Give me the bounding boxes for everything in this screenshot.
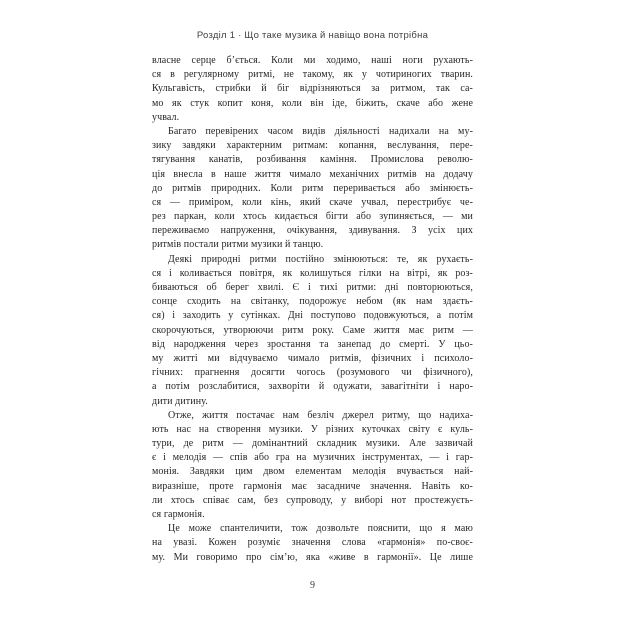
text-line: монія. Завдяки цим двом елементам мелодія вчувається най- <box>152 466 473 478</box>
text-line: ція внесла в наше життя чимало механічних ритмів на додачу <box>152 168 473 180</box>
text-line: сонце сходить на світанку, подорожує небом (як нам здаєть- <box>152 296 473 308</box>
text-line: гічних: прагнення досягти чогось (розумового чи фізичного), <box>152 367 473 379</box>
text-line: дити дитину. <box>152 395 208 407</box>
text-line: від народження через зростання та занепад до смерті. У цьо- <box>152 338 473 350</box>
text-line: виразніше, проте гармонія має засадниче значення. Навіть ко- <box>152 480 473 492</box>
paragraph <box>152 522 473 565</box>
text-line: скорочуються, утворюючи ритм року. Саме життя має ритм — <box>152 324 473 336</box>
text-line: Деякі природні ритми постійно змінюються: те, як рухаєть- <box>168 253 473 265</box>
text-line: ся — приміром, коли кінь, який скаче учвал, перестрибує че- <box>152 196 473 208</box>
text-line: мо як стук копит коня, коли він іде, біжить, скаче або жене <box>152 97 473 109</box>
text-line: на увазі. Кожен розуміє значення слова «гармонія» по-своє- <box>152 537 473 549</box>
text-line: ся і коливається повітря, як колишуться гілки на вітрі, як роз- <box>152 267 473 279</box>
paragraph <box>152 253 473 409</box>
text-line: тягування канатів, розбивання каміння. Промислова револю- <box>152 154 473 166</box>
running-head: Розділ 1 · Що таке музика й навіщо вона потрібна <box>196 30 429 41</box>
text-line: ся гармонія. <box>152 509 205 520</box>
text-line: учвал. <box>152 111 180 123</box>
text-line: ся в регулярному ритмі, не такому, як у чотириногих тварин. <box>152 69 473 81</box>
text-line: тури, де ритм — домінантний складник музики. Але зазвичай <box>152 438 473 450</box>
paragraph <box>152 125 473 253</box>
paragraph <box>152 54 473 125</box>
text-line: ють нас на створення музики. У різних куточках світу є куль- <box>152 423 473 435</box>
text-line: зику завдяки характерним ритмам: копання, веслування, пере- <box>152 140 473 152</box>
text-line: ли хтось співає сам, без супроводу, у виборі нот простежуєть- <box>152 494 473 506</box>
text-line: Кульгавість, стрибки й біг відрізняються за ритмом, так са- <box>152 83 473 95</box>
text-line: є і мелодія — спів або гра на музичних інструментах, — і гар- <box>152 452 473 464</box>
text-line: ся) і заходить у сутінках. Дні поступово подовжуються, а потім <box>152 310 473 322</box>
text-line: му житті ми відчуваємо чимало ритмів, фізичних і психоло- <box>152 352 473 364</box>
text-line: Багато перевірених часом видів діяльності надихали на му- <box>168 125 473 137</box>
text-line: Отже, життя постачає нам безліч джерел ритму, що надиха- <box>168 409 473 421</box>
text-line: до ритмів природних. Коли ритм переривається або змінюєть- <box>152 182 473 194</box>
text-line: Це може спантеличити, тож дозвольте пояснити, що я маю <box>168 523 473 535</box>
text-line: рез паркан, коли хтось кидається бігти або зупиняється, — ми <box>152 211 473 223</box>
text-line: биваються об берег хвилі. Є і тихі ритми: дні повторюються, <box>152 282 473 293</box>
text-line: а потім розслабитися, захворіти й одужати, завагітніти і наро- <box>152 381 473 393</box>
text-line: му. Ми говоримо про сім’ю, яка «живе в гармонії». Це лише <box>152 551 473 563</box>
body-text <box>152 54 473 565</box>
page-number: 9 <box>310 580 315 591</box>
text-line: власне серце б’ється. Коли ми ходимо, наші ноги рухають- <box>152 55 473 66</box>
text-line: ритмів постали ритми музики й танцю. <box>152 239 324 251</box>
paragraph <box>152 409 473 523</box>
text-line: переживаємо напруження, очікування, здивування. З усіх цих <box>152 225 473 237</box>
